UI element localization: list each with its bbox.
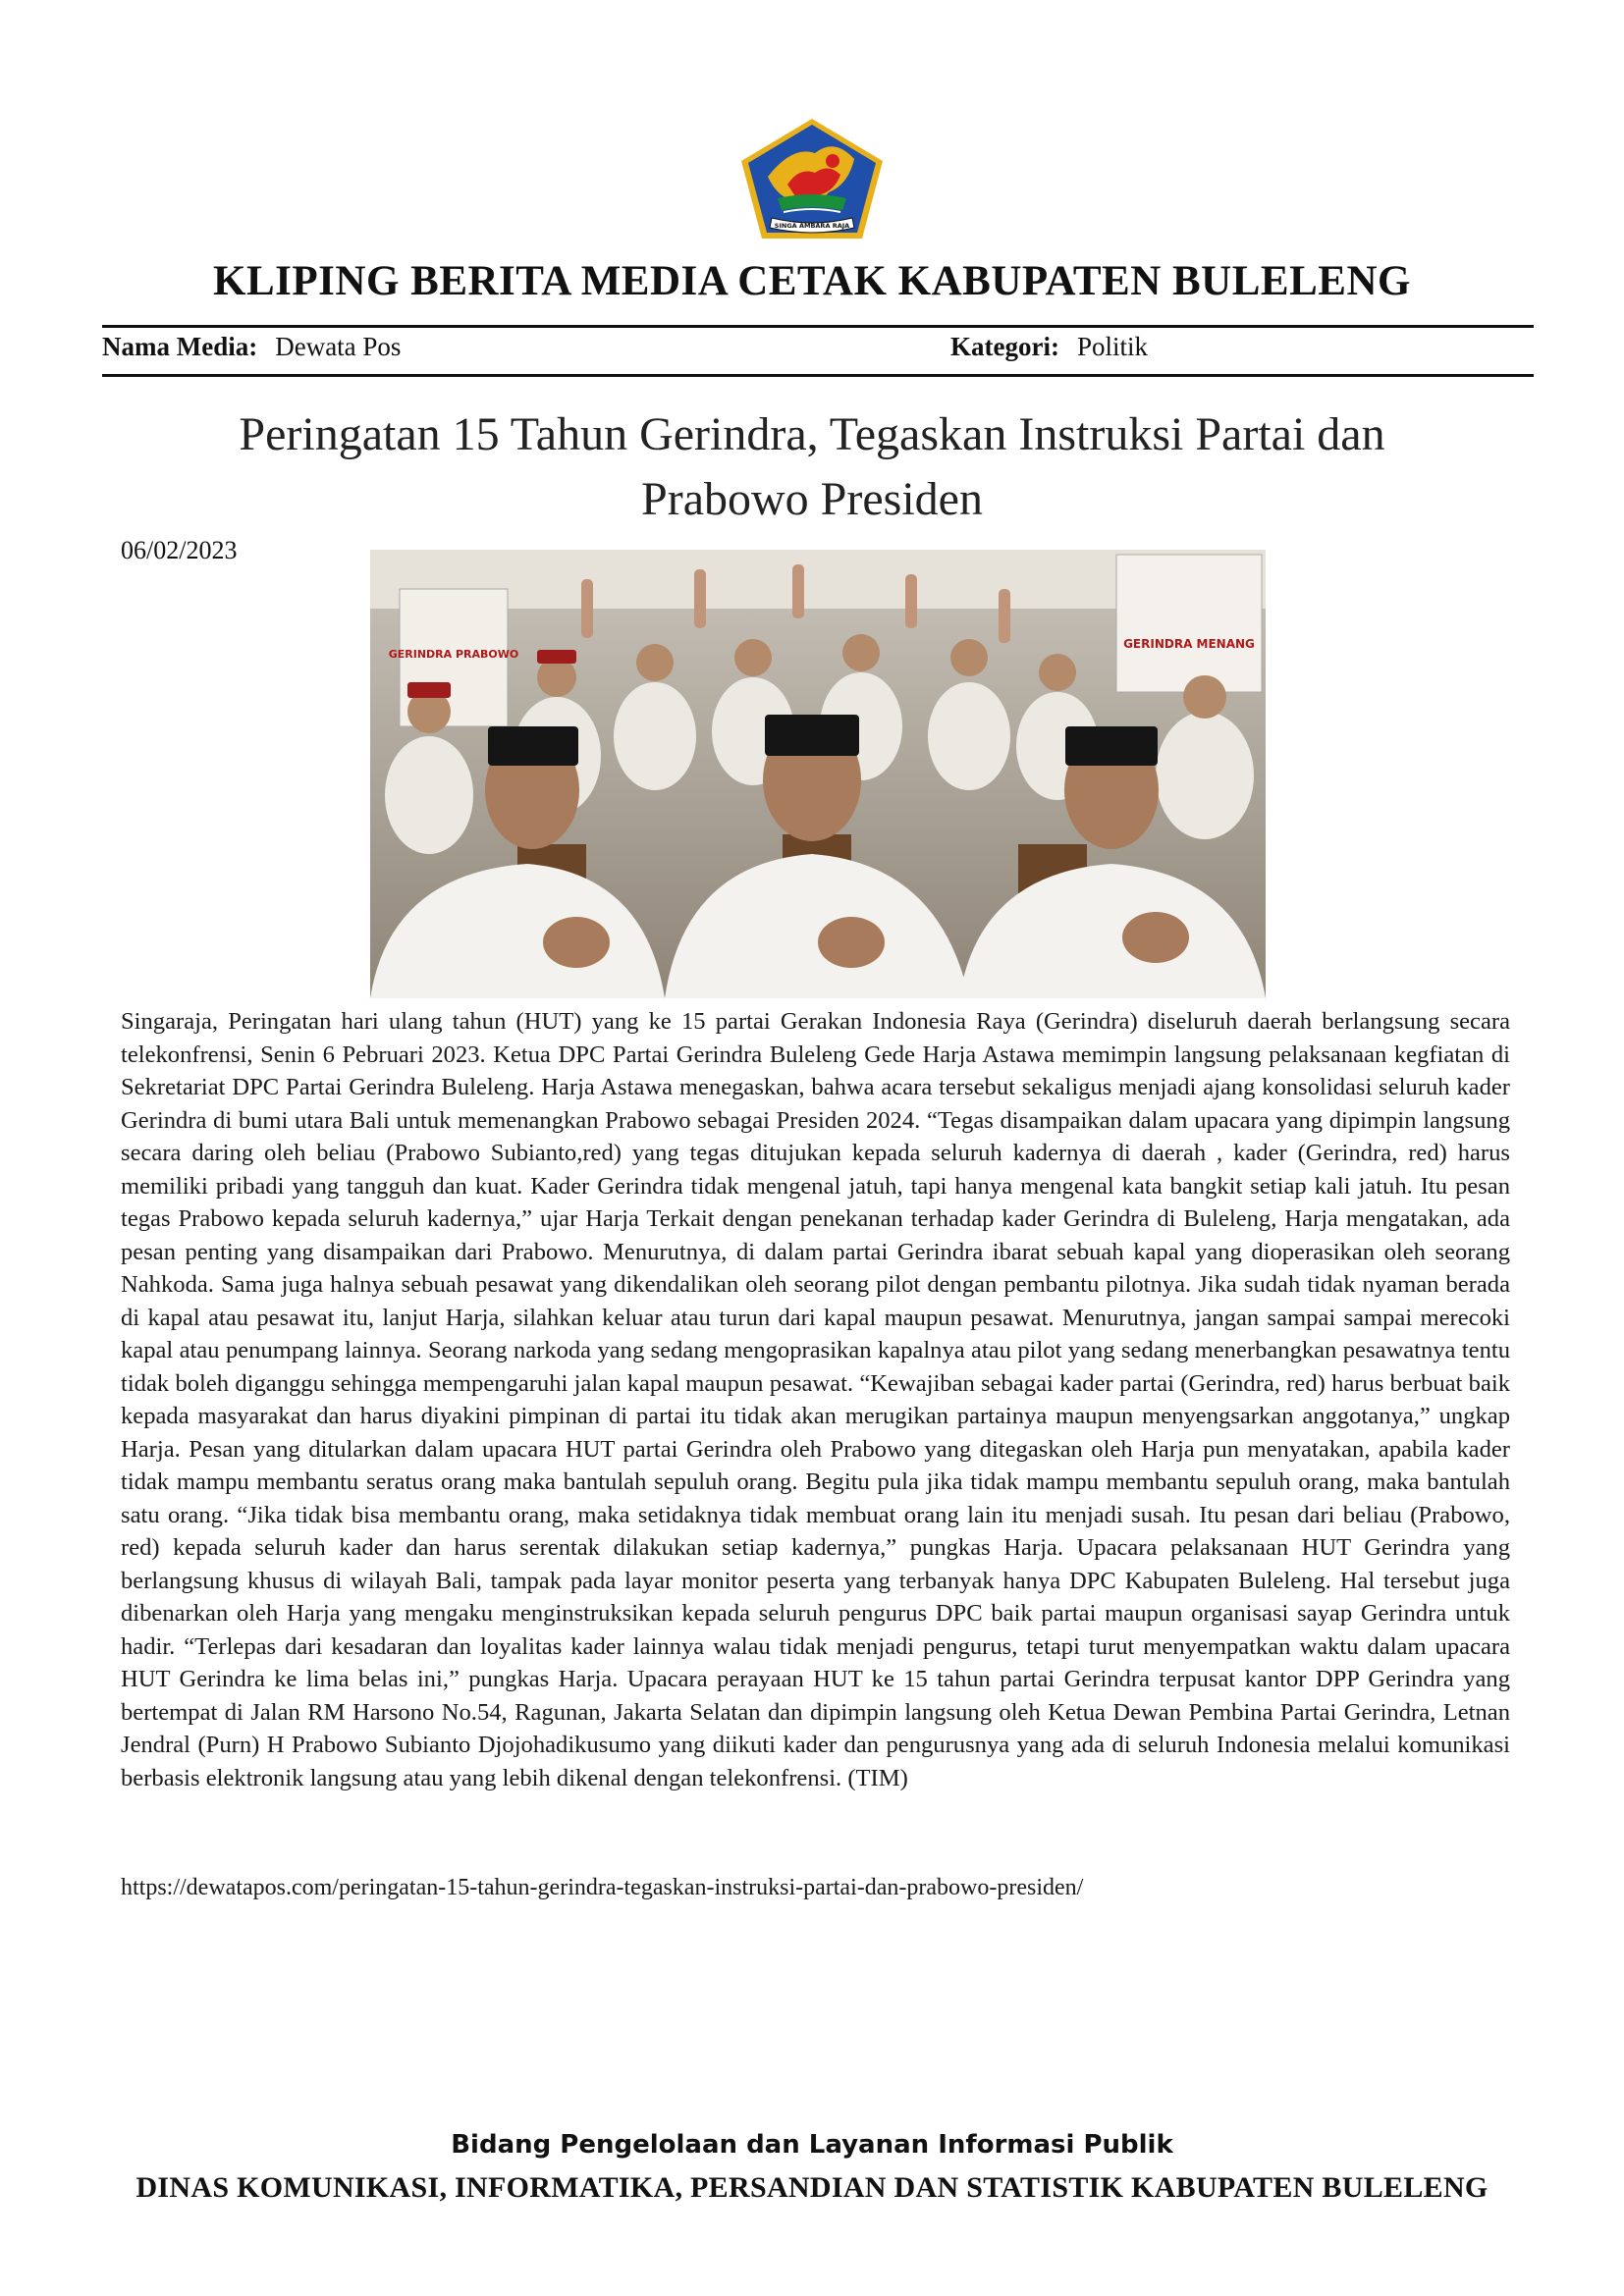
photo-banner-right: GERINDRA MENANG — [1123, 637, 1255, 651]
category-row — [950, 332, 1148, 362]
footer-agency-name: DINAS KOMUNIKASI, INFORMATIKA, PERSANDIAN DAN STATISTIK KABUPATEN BULELENG — [135, 2171, 1489, 2204]
media-name-row — [102, 332, 401, 362]
article-source-link[interactable]: https://dewatapos.com/peringatan-15-tahun-gerindra-tegaskan-instruksi-partai-dan-prabowo-presiden/ — [121, 1875, 1084, 1900]
photo-banner-left: GERINDRA PRABOWO — [388, 648, 519, 661]
media-name-value: Dewata Pos — [275, 332, 402, 361]
article-date: 06/02/2023 — [121, 536, 238, 564]
clipping-header-title: KLIPING BERITA MEDIA CETAK KABUPATEN BULELENG — [213, 258, 1411, 304]
header-bottom-rule — [102, 374, 1534, 377]
news-photo — [370, 550, 1266, 998]
article-title-line-2: Prabowo Presiden — [641, 473, 983, 525]
category-value: Politik — [1076, 332, 1148, 361]
buleleng-regency-logo — [738, 116, 886, 241]
article-title — [157, 402, 1467, 532]
article-body: Singaraja, Peringatan hari ulang tahun (HUT) yang ke 15 partai Gerakan Indonesia Raya (Gerindra) diseluruh daerah berlangsung secara telekonfrensi, Senin 6 Pebruari 2023. Ketua DPC Partai Gerindra Buleleng Gede Harja Astawa memimpin langsung pelaksanaan kegfiatan di Sekretariat DPC Partai Gerindra Buleleng. Harja Astawa menegaskan, bahwa acara tersebut sekaligus menjadi ajang konsolidasi seluruh kader Gerindra di bumi utara Bali untuk memenangkan Prabowo sebagai Presiden 2024. “Tegas disampaikan dalam upacara yang dipimpin langsung secara daring oleh beliau (Prabowo Subianto,red) yang tegas ditujukan kepada seluruh kadernya di daerah , kader (Gerindra, red) harus memiliki pribadi yang tangguh dan kuat. Kader Gerindra tidak mengenal jatuh, tapi hanya mengenal kata bangkit setiap kali jatuh. Itu pesan tegas Prabowo kepada seluruh kadernya,” ujar Harja Terkait dengan penekanan terhadap kader Gerindra di Buleleng, Harja mengatakan, ada pesan penting yang disampaikan dari Prabowo. Menurutnya, di dalam partai Gerindra ibarat sebuah kapal yang dioperasikan oleh seorang Nahkoda. Sama juga halnya sebuah pesawat yang dikendalikan oleh seorang pilot dengan pembantu pilotnya. Jika sudah tidak nyaman berada di kapal atau pesawat itu, lanjut Harja, silahkan keluar atau turun dari kapal maupun pesawat. Menurutnya, jangan sampai sampai merecoki kapal atau penumpang lainnya. Seorang narkoda yang sedang mengoprasikan kapalnya atau pilot yang sedang menerbangkan pesawatnya tentu tidak boleh diganggu sehingga mempengaruhi jalan kapal maupun pesawat. “Kewajiban sebagai kader partai (Gerindra, red) harus berbuat baik kepada masyarakat dan harus diyakini pimpinan di partai itu tidak akan merugikan partainya maupun menyengsarkan anggotanya,” ungkap Harja. Pesan yang ditularkan dalam upacara HUT partai Gerindra oleh Prabowo yang ditegaskan oleh Harja pun menyatakan, apabila kader tidak mampu membantu seratus orang maka bantulah sepuluh orang. Begitu pula jika tidak mampu membantu sepuluh orang, maka bantulah satu orang. “Jika tidak bisa membantu orang, maka setidaknya tidak membuat orang lain itu menjadi susah. Itu pesan dari beliau (Prabowo, red) kepada seluruh kader dan harus serentak dilakukan setiap kadernya,” pungkas Harja. Upacara pelaksanaan HUT Gerindra yang berlangsung khusus di wilayah Bali, tampak pada layar monitor peserta yang terbanyak hanya DPC Kabupaten Buleleng. Hal tersebut juga dibenarkan oleh Harja yang mengaku menginstruksikan kepada seluruh pengurus DPC baik partai maupun organisasi sayap Gerindra untuk hadir. “Terlepas dari kesadaran dan loyalitas kader lainnya walau tidak menjadi pengurus, tetapi turut menyempatkan waktu dalam upacara HUT Gerindra ke lima belas ini,” pungkas Harja. Upacara perayaan HUT ke 15 tahun partai Gerindra terpusat kantor DPP Gerindra yang bertempat di Jalan RM Harsono No.54, Ragunan, Jakarta Selatan dan dipimpin langsung oleh Ketua Dewan Pembina Partai Gerindra, Letnan Jendral (Purn) H Prabowo Subianto Djojohadikusumo yang diikuti kader dan pengurusnya yang ada di seluruh Indonesia melalui komunikasi berbasis elektronik langsung atau yang lebih dikenal dengan telekonfrensi. (TIM) — [121, 1008, 1510, 1791]
footer-division-name: Bidang Pengelolaan dan Layanan Informasi Publik — [451, 2130, 1173, 2160]
logo-motto: SINGA AMBARA RAJA — [774, 222, 850, 230]
article-title-line-1: Peringatan 15 Tahun Gerindra, Tegaskan Instruksi Partai dan — [239, 408, 1385, 460]
media-name-label: Nama Media: — [102, 332, 258, 361]
category-label: Kategori: — [950, 332, 1059, 361]
header-top-rule — [102, 325, 1534, 328]
